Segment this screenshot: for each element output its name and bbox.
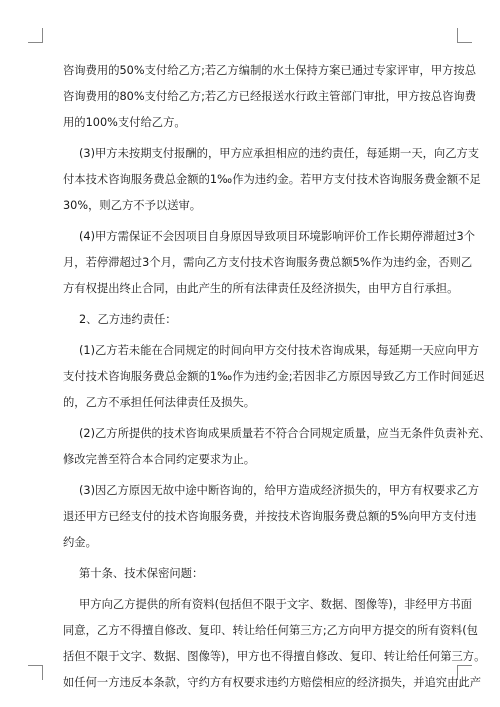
text-line-21: 同意，乙方不得擅自修改、复印、转让给任何第三方;乙方向甲方提交的所有资料(包 xyxy=(63,624,478,637)
text-line-15: 修改完善至符合本合同约定要求为止。 xyxy=(63,453,256,466)
text-line-16: (3)因乙方原因无故中途中断咨询的，给甲方造成经济损失的，甲方有权要求乙方 xyxy=(79,484,480,497)
text-line-22: 括但不限于文字、数据、图像等)，甲方也不得擅自修改、复印、转让给任何第三方。 xyxy=(63,650,486,663)
text-line-18: 约金。 xyxy=(63,536,97,549)
text-line-8: 月，若停滞超过3个月，需向乙方支付技术咨询服务费总额5%作为违约金，否则乙 xyxy=(63,256,473,269)
crop-mark-top-right xyxy=(457,28,472,43)
text-line-6: 30%，则乙方不予以送审。 xyxy=(63,199,202,212)
crop-mark-top-left xyxy=(28,28,43,43)
text-line-1: 咨询费用的50%支付给乙方;若乙方编制的水土保持方案已通过专家评审，甲方按总 xyxy=(63,64,477,77)
crop-mark-bottom-left xyxy=(28,665,43,680)
text-line-12: 支付技术咨询服务费总金额的1‰作为违约金;若因非乙方原因导致乙方工作时间延迟 xyxy=(63,370,485,383)
text-line-20: 甲方向乙方提供的所有资料(包括但不限于文字、数据、图像等)，非经甲方书面 xyxy=(79,598,472,611)
text-line-5: 付本技术咨询服务费总金额的1‰作为违约金。若甲方支付技术咨询服务费金额不足 xyxy=(63,173,481,186)
text-line-11: (1)乙方若未能在合同规定的时间向甲方交付技术咨询成果，每延期一天应向甲方 xyxy=(79,344,480,357)
text-line-3: 用的100%支付给乙方。 xyxy=(63,116,186,129)
text-line-17: 退还甲方已经支付的技术咨询服务费，并按技术咨询服务费总额的5%向甲方支付违 xyxy=(63,510,477,523)
text-line-7: (4)甲方需保证不会因项目自身原因导致项目环境影响评价工作长期停滞超过3个 xyxy=(79,230,475,243)
text-line-13: 的，乙方不承担任何法律责任及损失。 xyxy=(63,396,256,409)
text-line-2: 咨询费用的80%支付给乙方;若乙方已经报送水行政主管部门审批，甲方按总咨询费 xyxy=(63,90,477,103)
article-10-heading: 第十条、技术保密问题： xyxy=(79,567,204,580)
text-line-23: 如任何一方违反本条款，守约方有权要求违约方赔偿相应的经济损失，并追究由此产 xyxy=(63,676,481,689)
text-line-9: 方有权提出终止合同，由此产生的所有法律责任及经济损失，由甲方自行承担。 xyxy=(63,282,459,295)
text-line-4: (3)甲方未按期支付报酬的，甲方应承担相应的违约责任，每延期一天，向乙方支 xyxy=(79,147,480,160)
text-line-14: (2)乙方所提供的技术咨询成果质量若不符合合同规定质量，应当无条件负责补充、 xyxy=(79,427,491,440)
section-heading-2: 2、乙方违约责任： xyxy=(79,313,177,326)
